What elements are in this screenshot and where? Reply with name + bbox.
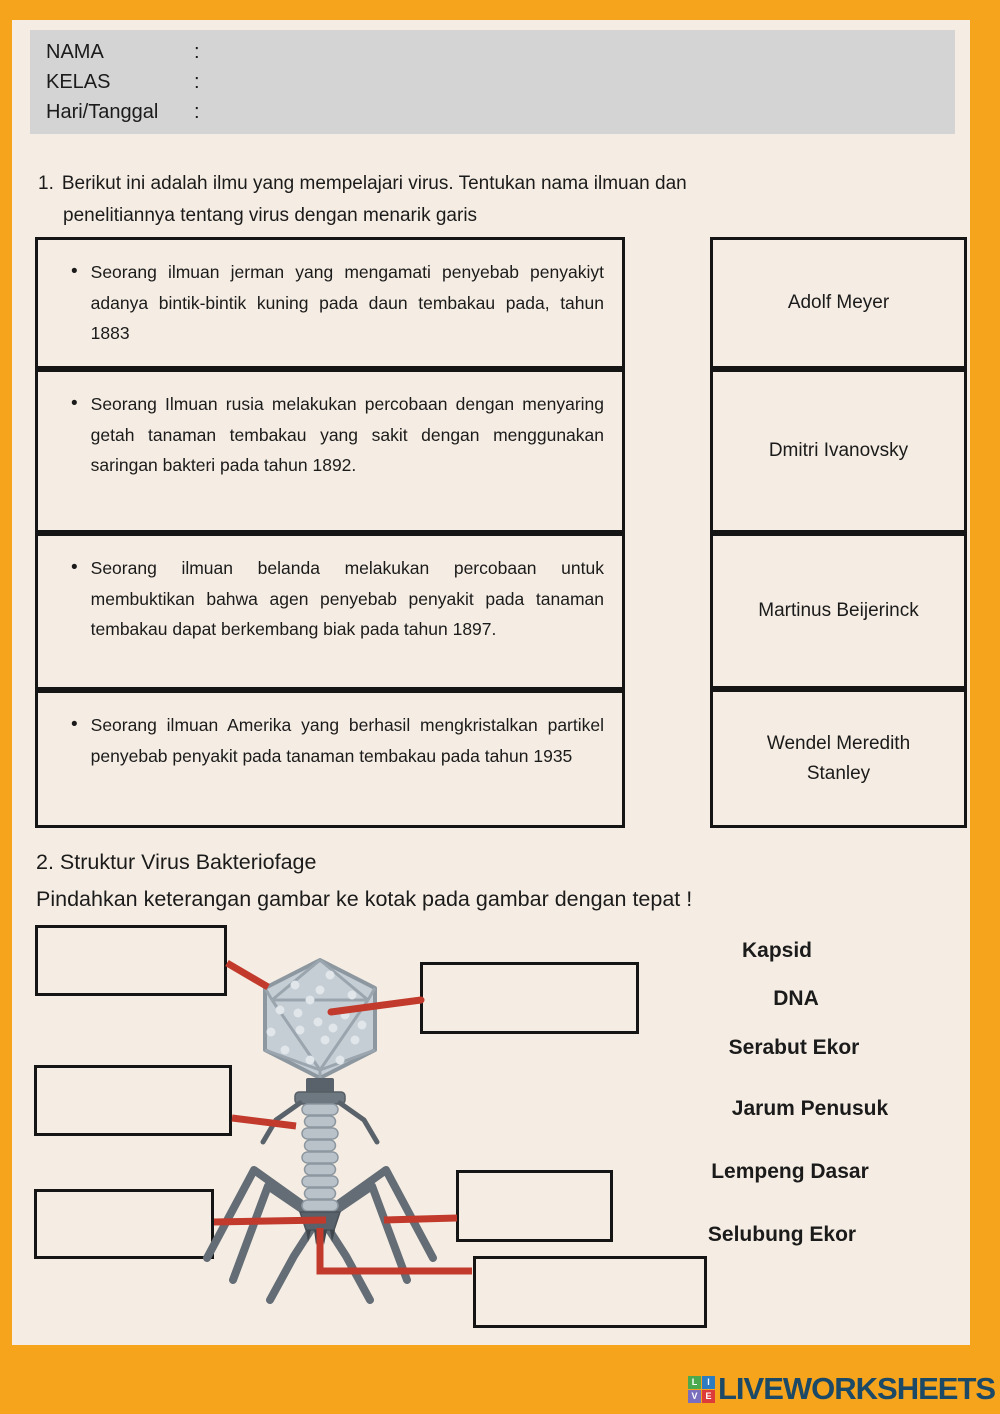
description-box-1[interactable]	[35, 237, 625, 369]
question2-title: 2. Struktur Virus Bakteriofage	[36, 850, 317, 874]
name-field-row	[46, 37, 939, 67]
word-bank-selubung-ekor[interactable]: Selubung Ekor	[707, 1223, 857, 1246]
name-input[interactable]	[210, 37, 939, 67]
class-label: KELAS	[46, 71, 111, 93]
logo-square-v: V	[688, 1390, 701, 1403]
liveworksheets-logo	[688, 1371, 995, 1407]
word-bank-lempeng-dasar[interactable]: Lempeng Dasar	[711, 1160, 869, 1183]
scientist-box-martinus-beijerinck[interactable]: Martinus Beijerinck	[710, 533, 967, 689]
word-bank-serabut-ekor[interactable]: Serabut Ekor	[728, 1036, 860, 1059]
word-bank-jarum-penusuk[interactable]: Jarum Penusuk	[731, 1097, 889, 1120]
word-bank-dna[interactable]: DNA	[773, 987, 819, 1010]
name-colon: :	[194, 41, 200, 63]
description-text-2: Seorang Ilmuan rusia melakukan percobaan dengan menyaring getah tanaman tembakau yang sakit dengan menggunakan saringan bakteri pada tahun 1892.	[90, 394, 604, 475]
word-bank-kapsid[interactable]: Kapsid	[741, 939, 813, 962]
drop-zone-2[interactable]	[420, 962, 639, 1034]
name-label: NAMA	[46, 41, 104, 63]
question1-prompt-line2: penelitiannya tentang virus dengan menarik garis	[63, 205, 478, 226]
bullet-icon: •	[71, 261, 78, 282]
class-colon: :	[194, 71, 200, 93]
date-colon: :	[194, 101, 200, 123]
description-text-1: Seorang ilmuan jerman yang mengamati penyebab penyakiyt adanya bintik-bintik kuning pada daun tembakau pada, tahun 1883	[90, 262, 604, 343]
drop-zone-5[interactable]	[456, 1170, 613, 1242]
question1-number: 1.	[38, 173, 54, 194]
description-text-3: Seorang ilmuan belanda melakukan percobaan untuk membuktikan bahwa agen penyebab penyakit pada tanaman tembakau dapat berkembang biak pada tahun 1897.	[90, 558, 604, 639]
drop-zone-1[interactable]	[35, 925, 227, 996]
logo-square-l: L	[688, 1376, 701, 1389]
logo-square-e: E	[702, 1390, 715, 1403]
bullet-icon: •	[71, 393, 78, 414]
question2-instruction: Pindahkan keterangan gambar ke kotak pada gambar dengan tepat !	[36, 887, 693, 911]
bullet-icon: •	[71, 557, 78, 578]
description-box-3[interactable]	[35, 533, 625, 690]
date-input[interactable]	[210, 97, 939, 127]
drop-zone-3[interactable]	[34, 1065, 232, 1136]
drop-zone-4[interactable]	[34, 1189, 214, 1259]
description-box-4[interactable]	[35, 690, 625, 828]
scientist-box-adolf-meyer[interactable]: Adolf Meyer	[710, 237, 967, 369]
class-input[interactable]	[210, 67, 939, 97]
logo-square-i: I	[702, 1376, 715, 1389]
date-field-row	[46, 97, 939, 127]
drop-zone-6[interactable]	[473, 1256, 707, 1328]
liveworksheets-grid-icon	[688, 1376, 715, 1403]
liveworksheets-wordmark: LIVEWORKSHEETS	[718, 1371, 996, 1406]
student-info-header	[30, 30, 955, 134]
question1-prompt-line1	[38, 170, 687, 198]
class-field-row	[46, 67, 939, 97]
date-label: Hari/Tanggal	[46, 101, 159, 123]
description-box-2[interactable]	[35, 369, 625, 533]
question1-text1: Berikut ini adalah ilmu yang mempelajari virus. Tentukan nama ilmuan dan	[61, 173, 687, 194]
bullet-icon: •	[71, 714, 78, 735]
scientist-box-wendel-meredith-stanley[interactable]: Wendel Meredith Stanley	[710, 689, 967, 828]
description-text-4: Seorang ilmuan Amerika yang berhasil mengkristalkan partikel penyebab penyakit pada tanaman tembakau pada tahun 1935	[90, 715, 604, 766]
scientist-box-dmitri-ivanovsky[interactable]: Dmitri Ivanovsky	[710, 369, 967, 533]
